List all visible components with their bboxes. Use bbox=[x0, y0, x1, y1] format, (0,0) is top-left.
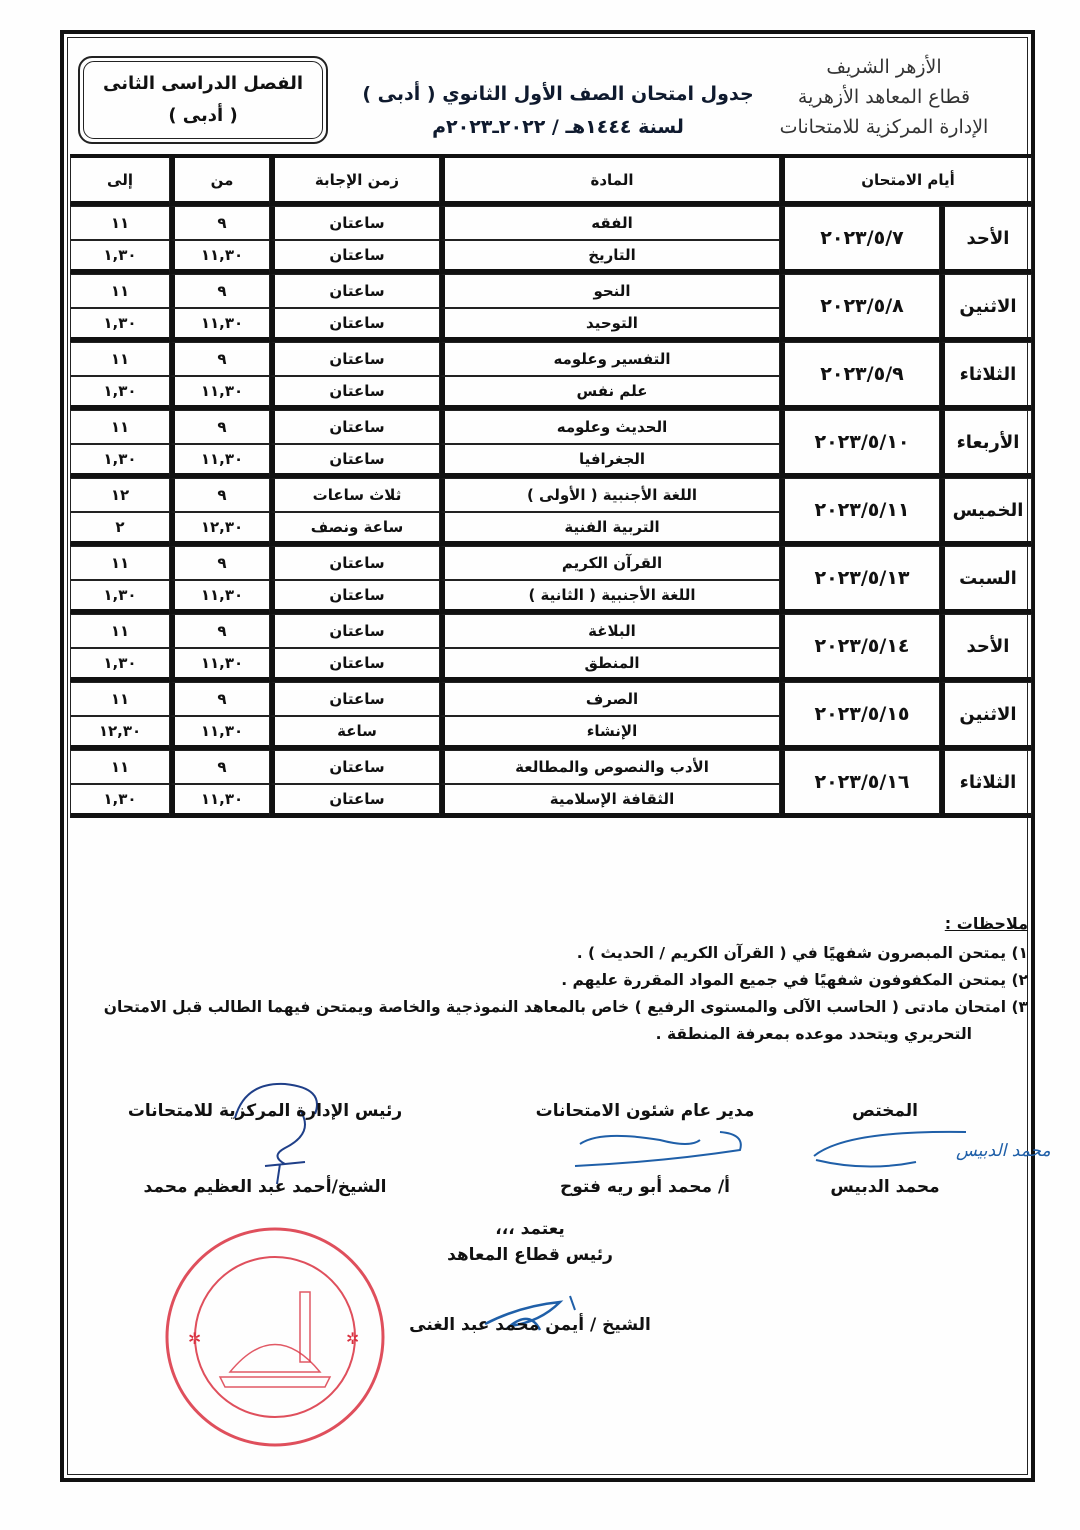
term-box bbox=[78, 56, 328, 144]
duration-cell: ساعة bbox=[270, 716, 440, 750]
duration-cell: ساعتان bbox=[270, 580, 440, 614]
start-time-cell: ٩ bbox=[170, 206, 270, 240]
notes-title: ملاحظات : bbox=[944, 914, 1028, 933]
start-time-cell: ١١,٣٠ bbox=[170, 444, 270, 478]
duration-cell: ساعتان bbox=[270, 206, 440, 240]
exam-date: ٢٠٢٣/٥/١٠ bbox=[780, 410, 940, 478]
end-time-cell: ١,٣٠ bbox=[70, 308, 170, 342]
letterhead-line: الأزهر الشريف bbox=[826, 56, 942, 78]
start-time-cell: ١١,٣٠ bbox=[170, 376, 270, 410]
end-time-cell: ١١ bbox=[70, 546, 170, 580]
end-time-cell: ٢ bbox=[70, 512, 170, 546]
subject-cell: الفقه bbox=[440, 206, 780, 240]
header-exam-days: أيام الامتحان bbox=[780, 154, 1032, 206]
end-time-cell: ١,٣٠ bbox=[70, 784, 170, 818]
end-time-cell: ١١ bbox=[70, 274, 170, 308]
exam-date: ٢٠٢٣/٥/١١ bbox=[780, 478, 940, 546]
end-time-cell: ١١ bbox=[70, 614, 170, 648]
exam-day: الخميس bbox=[940, 478, 1032, 546]
start-time-cell: ٩ bbox=[170, 274, 270, 308]
stamp-star-icon: ✲ bbox=[188, 1329, 202, 1348]
approval-label: يعتمد ،،، bbox=[495, 1219, 565, 1239]
start-time-cell: ١١,٣٠ bbox=[170, 648, 270, 682]
duration-cell: ساعتان bbox=[270, 614, 440, 648]
start-time-cell: ١١,٣٠ bbox=[170, 784, 270, 818]
end-time-cell: ١,٣٠ bbox=[70, 580, 170, 614]
duration-cell: ساعتان bbox=[270, 240, 440, 274]
signature-role: رئيس الإدارة المركزية للامتحانات bbox=[127, 1101, 403, 1121]
subject-cell: الثقافة الإسلامية bbox=[440, 784, 780, 818]
official-stamp bbox=[160, 1222, 390, 1452]
table-row bbox=[70, 614, 1032, 648]
term-box-inner bbox=[83, 61, 323, 139]
start-time-cell: ١١,٣٠ bbox=[170, 580, 270, 614]
duration-cell: ساعتان bbox=[270, 308, 440, 342]
note-item-continued: التحريري ويتحدد موعده بمعرفة المنطقة . bbox=[655, 1025, 972, 1043]
duration-cell: ساعتان bbox=[270, 274, 440, 308]
start-time-cell: ٩ bbox=[170, 614, 270, 648]
exam-day: الاثنين bbox=[940, 274, 1032, 342]
track-label: ( أدبى ) bbox=[168, 105, 238, 126]
stamp-star-icon: ✲ bbox=[346, 1329, 360, 1348]
duration-cell: ساعتان bbox=[270, 546, 440, 580]
table-row bbox=[70, 478, 1032, 512]
note-item: ٢) يمتحن المكفوفون شفهيًا في جميع المواد المقررة عليهم . bbox=[561, 971, 1028, 989]
table-row bbox=[70, 342, 1032, 376]
handwriting-text: محمد الدبيس bbox=[956, 1141, 1051, 1161]
duration-cell: ثلاث ساعات bbox=[270, 478, 440, 512]
start-time-cell: ٩ bbox=[170, 750, 270, 784]
subject-cell: القرآن الكريم bbox=[440, 546, 780, 580]
signature-general-manager bbox=[510, 1098, 780, 1202]
table-row bbox=[70, 750, 1032, 784]
approval-name: الشيخ / أيمن محمد عبد الغنى bbox=[409, 1315, 651, 1335]
exam-day: الأحد bbox=[940, 206, 1032, 274]
subject-cell: الجغرافيا bbox=[440, 444, 780, 478]
end-time-cell: ١,٣٠ bbox=[70, 240, 170, 274]
subject-cell: النحو bbox=[440, 274, 780, 308]
letterhead-line: قطاع المعاهد الأزهرية bbox=[797, 86, 971, 108]
end-time-cell: ١٢ bbox=[70, 478, 170, 512]
subject-cell: اللغة الأجنبية ( الثانية ) bbox=[440, 580, 780, 614]
exam-date: ٢٠٢٣/٥/١٣ bbox=[780, 546, 940, 614]
header-to: إلى bbox=[70, 154, 170, 206]
start-time-cell: ٩ bbox=[170, 682, 270, 716]
exam-date: ٢٠٢٣/٥/١٦ bbox=[780, 750, 940, 818]
header-subject: المادة bbox=[440, 154, 780, 206]
subject-cell: الإنشاء bbox=[440, 716, 780, 750]
approval-block bbox=[400, 1216, 660, 1338]
table-row bbox=[70, 274, 1032, 308]
end-time-cell: ١١ bbox=[70, 682, 170, 716]
duration-cell: ساعتان bbox=[270, 784, 440, 818]
duration-cell: ساعتان bbox=[270, 444, 440, 478]
exam-day: السبت bbox=[940, 546, 1032, 614]
start-time-cell: ١١,٣٠ bbox=[170, 716, 270, 750]
table-row bbox=[70, 206, 1032, 240]
letterhead-line: الإدارة المركزية للامتحانات bbox=[779, 116, 989, 138]
institution-letterhead bbox=[759, 52, 1009, 142]
title-line-2: لسنة ١٤٤٤هـ / ٢٠٢٢ـ٢٠٢٣م bbox=[432, 116, 684, 138]
end-time-cell: ١,٣٠ bbox=[70, 376, 170, 410]
exam-date: ٢٠٢٣/٥/٧ bbox=[780, 206, 940, 274]
subject-cell: اللغة الأجنبية ( الأولى ) bbox=[440, 478, 780, 512]
note-item: ١) يمتحن المبصرون شفهيًا في ( القرآن الكريم / الحديث ) . bbox=[576, 944, 1028, 962]
start-time-cell: ٩ bbox=[170, 478, 270, 512]
table-row bbox=[70, 682, 1032, 716]
start-time-cell: ١١,٣٠ bbox=[170, 240, 270, 274]
exam-date: ٢٠٢٣/٥/٨ bbox=[780, 274, 940, 342]
notes-section bbox=[98, 912, 1028, 1048]
signature-role: مدير عام شئون الامتحانات bbox=[535, 1101, 755, 1121]
exam-date: ٢٠٢٣/٥/٩ bbox=[780, 342, 940, 410]
exam-day: الأربعاء bbox=[940, 410, 1032, 478]
start-time-cell: ١٢,٣٠ bbox=[170, 512, 270, 546]
duration-cell: ساعة ونصف bbox=[270, 512, 440, 546]
signature-central-admin-head bbox=[100, 1098, 430, 1202]
duration-cell: ساعتان bbox=[270, 682, 440, 716]
subject-cell: علم نفس bbox=[440, 376, 780, 410]
subject-cell: التربية الفنية bbox=[440, 512, 780, 546]
term-label: الفصل الدراسى الثانى bbox=[103, 73, 303, 94]
end-time-cell: ١١ bbox=[70, 750, 170, 784]
start-time-cell: ٩ bbox=[170, 546, 270, 580]
subject-cell: التوحيد bbox=[440, 308, 780, 342]
subject-cell: الحديث وعلومه bbox=[440, 410, 780, 444]
subject-cell: الأدب والنصوص والمطالعة bbox=[440, 750, 780, 784]
exam-day: الثلاثاء bbox=[940, 342, 1032, 410]
duration-cell: ساعتان bbox=[270, 410, 440, 444]
table-body bbox=[70, 206, 1032, 818]
exam-day: الاثنين bbox=[940, 682, 1032, 750]
subject-cell: الصرف bbox=[440, 682, 780, 716]
signature-role: المختص bbox=[852, 1101, 918, 1121]
table-row bbox=[70, 546, 1032, 580]
document-title bbox=[358, 78, 758, 144]
title-line-1: جدول امتحان الصف الأول الثانوي ( أدبى ) bbox=[362, 83, 754, 105]
end-time-cell: ١,٣٠ bbox=[70, 648, 170, 682]
table-header-row bbox=[70, 154, 1032, 206]
signature-specialist bbox=[800, 1098, 970, 1202]
exam-date: ٢٠٢٣/٥/١٥ bbox=[780, 682, 940, 750]
header-from: من bbox=[170, 154, 270, 206]
duration-cell: ساعتان bbox=[270, 648, 440, 682]
exam-date: ٢٠٢٣/٥/١٤ bbox=[780, 614, 940, 682]
duration-cell: ساعتان bbox=[270, 750, 440, 784]
signature-name: محمد الدبيس bbox=[830, 1177, 940, 1197]
exam-schedule-table bbox=[70, 154, 1032, 818]
end-time-cell: ١١ bbox=[70, 410, 170, 444]
approval-role: رئيس قطاع المعاهد bbox=[447, 1245, 613, 1265]
signature-name: الشيخ/أحمد عبد العظيم محمد bbox=[143, 1177, 387, 1197]
subject-cell: التفسير وعلومه bbox=[440, 342, 780, 376]
exam-day: الثلاثاء bbox=[940, 750, 1032, 818]
end-time-cell: ١,٣٠ bbox=[70, 444, 170, 478]
signature-name: أ/ محمد أبو ريه فتوح bbox=[559, 1177, 731, 1197]
subject-cell: البلاغة bbox=[440, 614, 780, 648]
subject-cell: التاريخ bbox=[440, 240, 780, 274]
end-time-cell: ١١ bbox=[70, 342, 170, 376]
note-item: ٣) امتحان مادتى ( الحاسب الآلى والمستوى الرفيع ) خاص بالمعاهد النموذجية والخاصة ويمتحن فيهما الطالب قبل الامتحان bbox=[103, 998, 1028, 1016]
end-time-cell: ١٢,٣٠ bbox=[70, 716, 170, 750]
start-time-cell: ١١,٣٠ bbox=[170, 308, 270, 342]
header-duration: زمن الإجابة bbox=[270, 154, 440, 206]
end-time-cell: ١١ bbox=[70, 206, 170, 240]
exam-day: الأحد bbox=[940, 614, 1032, 682]
table-row bbox=[70, 410, 1032, 444]
duration-cell: ساعتان bbox=[270, 342, 440, 376]
start-time-cell: ٩ bbox=[170, 342, 270, 376]
duration-cell: ساعتان bbox=[270, 376, 440, 410]
start-time-cell: ٩ bbox=[170, 410, 270, 444]
subject-cell: المنطق bbox=[440, 648, 780, 682]
